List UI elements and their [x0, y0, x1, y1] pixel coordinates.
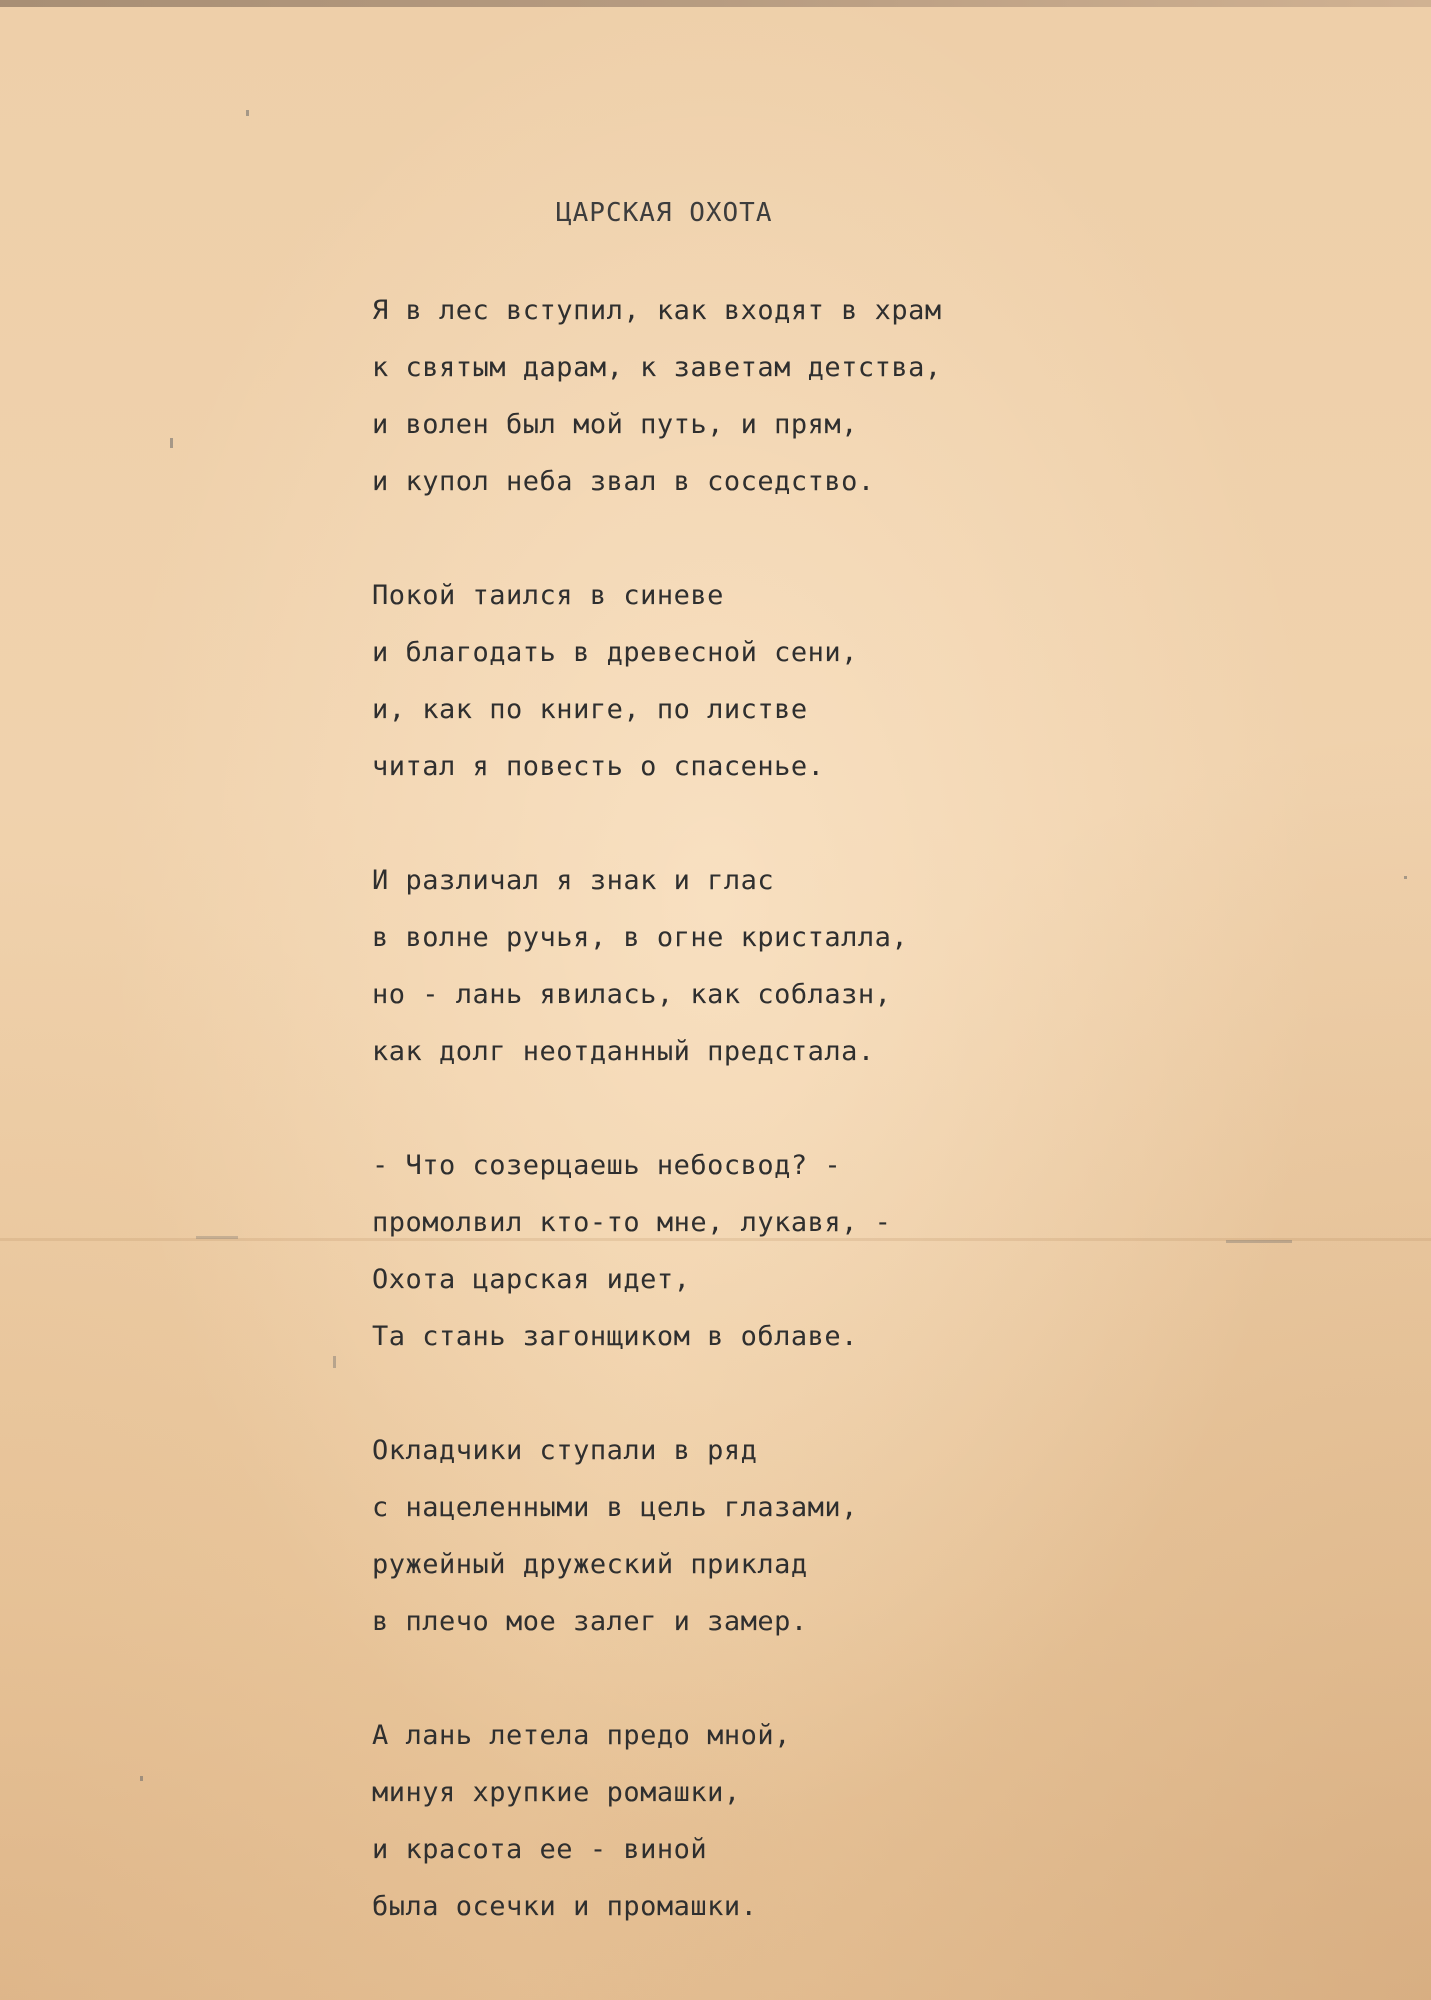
paper-speck [1404, 876, 1407, 879]
poem-line: Та стань загонщиком в облаве. [372, 1321, 858, 1352]
stanza-1 [372, 282, 942, 510]
poem-line: Я в лес вступил, как входят в храм [372, 295, 942, 326]
poem-line: и купол неба звал в соседство. [372, 466, 875, 497]
poem-line: читал я повесть о спасенье. [372, 751, 825, 782]
page-top-edge [0, 0, 1431, 7]
poem-line: к святым дарам, к заветам детства, [372, 352, 942, 383]
stanza-5 [372, 1422, 942, 1650]
poem-line: Окладчики ступали в ряд [372, 1435, 758, 1466]
poem-line: была осечки и промашки. [372, 1891, 758, 1922]
poem-line: Охота царская идет, [372, 1264, 691, 1295]
poem-line: промолвил кто-то мне, лукавя, - [372, 1207, 892, 1238]
poem-line: как долг неотданный предстала. [372, 1036, 875, 1067]
paper-speck [246, 110, 249, 116]
poem-line: Покой таился в синеве [372, 580, 724, 611]
stanza-2 [372, 567, 942, 795]
poem-line: и красота ее - виной [372, 1834, 708, 1865]
poem-line: А лань летела предо мной, [372, 1720, 791, 1751]
paper-speck [196, 1236, 238, 1239]
poem-line: - Что созерцаешь небосвод? - [372, 1150, 842, 1181]
stanza-3 [372, 852, 942, 1080]
paper-speck [140, 1776, 143, 1781]
poem-line: в плечо мое залег и замер. [372, 1606, 808, 1637]
poem-line: в волне ручья, в огне кристалла, [372, 922, 909, 953]
paper-speck [1226, 1240, 1292, 1243]
poem-line: ружейный дружеский приклад [372, 1549, 808, 1580]
poem-body [372, 282, 942, 1992]
poem-line: минуя хрупкие ромашки, [372, 1777, 741, 1808]
poem-line: И различал я знак и глас [372, 865, 775, 896]
stanza-6 [372, 1707, 942, 1935]
poem-title: ЦАРСКАЯ ОХОТА [556, 198, 773, 228]
poem-line: но - лань явилась, как соблазн, [372, 979, 892, 1010]
poem-line: с нацеленными в цель глазами, [372, 1492, 858, 1523]
poem-line: и волен был мой путь, и прям, [372, 409, 858, 440]
paper-speck [333, 1356, 336, 1368]
poem-line: и благодать в древесной сени, [372, 637, 858, 668]
poem-line: и, как по книге, по листве [372, 694, 808, 725]
stanza-4 [372, 1137, 942, 1365]
paper-speck [170, 438, 173, 448]
